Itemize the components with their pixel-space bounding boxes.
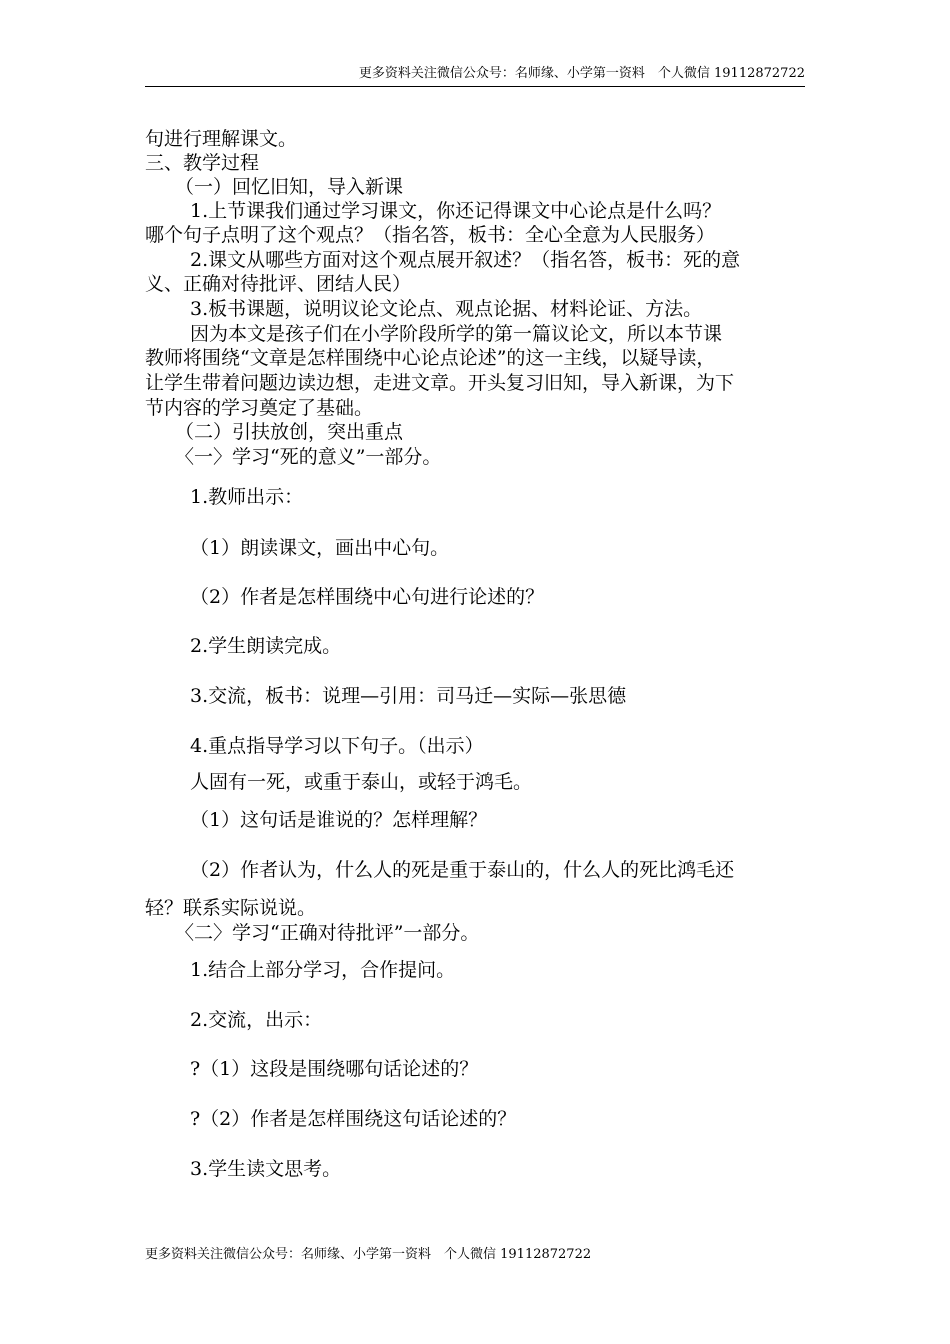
list-item: ?（2）作者是怎样围绕这句话论述的？ (190, 1108, 517, 1130)
text-line: 节内容的学习奠定了基础。 (145, 397, 374, 419)
subsection-heading: （二）引扶放创，突出重点 (175, 421, 404, 443)
list-item: （1）朗读课文，画出中心句。 (190, 537, 450, 559)
header-divider (145, 86, 805, 87)
subsection-heading: （一）回忆旧知，导入新课 (175, 176, 404, 198)
text-line: 因为本文是孩子们在小学阶段所学的第一篇议论文，所以本节课 (190, 323, 723, 345)
text-line: 义、正确对待批评、团结人民） (145, 273, 412, 295)
list-item: 1.结合上部分学习，合作提问。 (190, 959, 456, 981)
text-line: 3.板书课题，说明议论文论点、观点论据、材料论证、方法。 (190, 298, 703, 320)
list-item: ?（1）这段是围绕哪句话论述的？ (190, 1058, 479, 1080)
list-item: 4.重点指导学习以下句子。（出示） (190, 735, 484, 757)
text-line: 教师将围绕“文章是怎样围绕中心论点论述”的这一主线，以疑导读， (145, 347, 716, 369)
text-line: 2.课文从哪些方面对这个观点展开叙述？（指名答，板书：死的意 (190, 249, 741, 271)
subsection-heading: 〈一〉学习“死的意义”一部分。 (175, 446, 442, 468)
list-item: （2）作者认为，什么人的死是重于泰山的，什么人的死比鸿毛还 (190, 859, 735, 881)
page-footer: 更多资料关注微信公众号：名师缘、小学第一资料 个人微信 19112872722 (145, 1247, 592, 1262)
text-line: 1.上节课我们通过学习课文，你还记得课文中心论点是什么吗？ (190, 200, 722, 222)
list-item: 3.学生读文思考。 (190, 1158, 342, 1180)
section-heading: 三、教学过程 (145, 152, 260, 174)
text-line: 轻？联系实际说说。 (145, 897, 317, 919)
list-item: 3.交流，板书：说理—引用：司马迁—实际—张思德 (190, 685, 627, 707)
quote-line: 人固有一死，或重于泰山，或轻于鸿毛。 (190, 771, 533, 793)
subsection-heading: 〈二〉学习“正确对待批评”一部分。 (175, 922, 480, 944)
text-line: 让学生带着问题边读边想，走进文章。开头复习旧知，导入新课，为下 (145, 372, 735, 394)
list-item: 2.交流，出示： (190, 1009, 323, 1031)
list-item: 1.教师出示： (190, 486, 304, 508)
list-item: 2.学生朗读完成。 (190, 635, 342, 657)
text-line: 哪个句子点明了这个观点？（指名答，板书：全心全意为人民服务） (145, 224, 716, 246)
page-header: 更多资料关注微信公众号：名师缘、小学第一资料 个人微信 19112872722 (358, 66, 805, 81)
list-item: （2）作者是怎样围绕中心句进行论述的？ (190, 586, 545, 608)
list-item: （1）这句话是谁说的？怎样理解？ (190, 809, 488, 831)
text-line: 句进行理解课文。 (145, 128, 298, 150)
